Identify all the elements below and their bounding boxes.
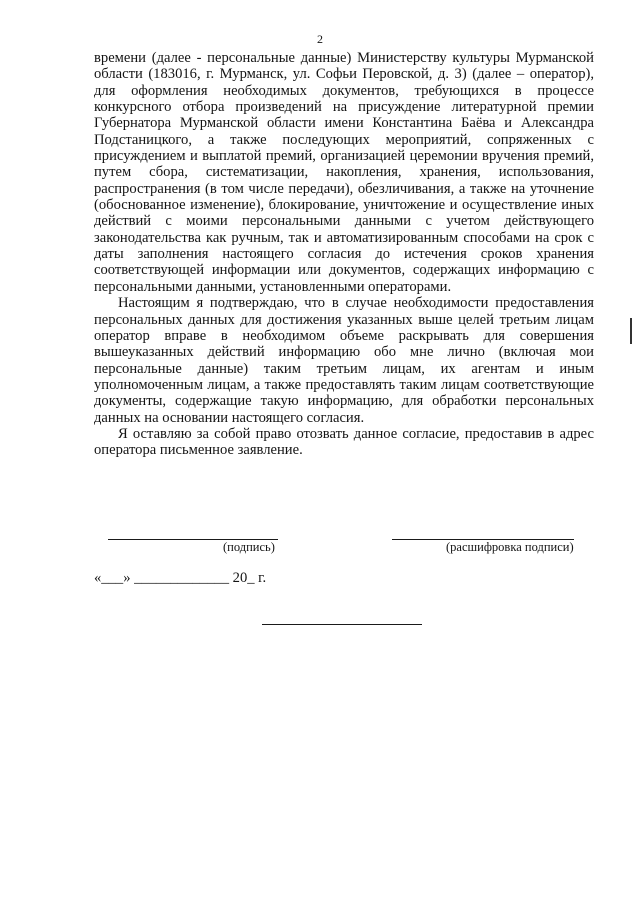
signature-caption: (подпись) [223,540,275,554]
paragraph-third-parties: Настоящим я подтверждаю, что в случае необходимости предоставления персональных данных для достижения указанных выше целей третьим лицам оператор вправе в необходимом объеме раскрывать для совершения вышеуказанных действий информацию обо мне лично (включая мои персональные данные) таким третьим лицам, их агентам и иным уполномоченным лицам, а также предоставлять таким лицам соответствующие документы, содержащие такую информацию, для обработки персональных данных на основании настоящего согласия. [94,295,594,426]
date-line: «___» _____________ 20_ г. [94,570,267,586]
edge-mark [630,318,632,344]
consent-body [94,50,594,459]
paragraph-consent-scope: времени (далее - персональные данные) Министерству культуры Мурманской области (183016, г. Мурманск, ул. Софьи Перовской, д. 3) (далее – оператор), для оформления необходимых документов, требующихся в процессе конкурсного отбора произведений на присуждение литературной премии Губернатора Мурманской области имени Константина Баёва и Александра Подстаницкого, а также последующих мероприятий, сопряженных с присуждением и выплатой премий, организацией церемонии вручения премий, путем сбора, систематизации, накопления, хранения, использования, распространения (в том числе передачи), обезличивания, а также на уточнение (обоснованное изменение), блокирование, уничтожение и осуществление иных действий с моими персональными данными с учетом действующего законодательства как ручным, так и автоматизированным способами на срок с даты заполнения настоящего согласия до истечения сроков хранения соответствующей информации или документов, содержащих информацию с персональными данными, установленными операторами. [94,50,594,295]
closing-divider [262,624,422,625]
page-number: 2 [317,32,323,46]
signature-transcript-caption: (расшифровка подписи) [446,540,574,554]
paragraph-revocation: Я оставляю за собой право отозвать данное согласие, предоставив в адрес оператора письменное заявление. [94,425,594,459]
